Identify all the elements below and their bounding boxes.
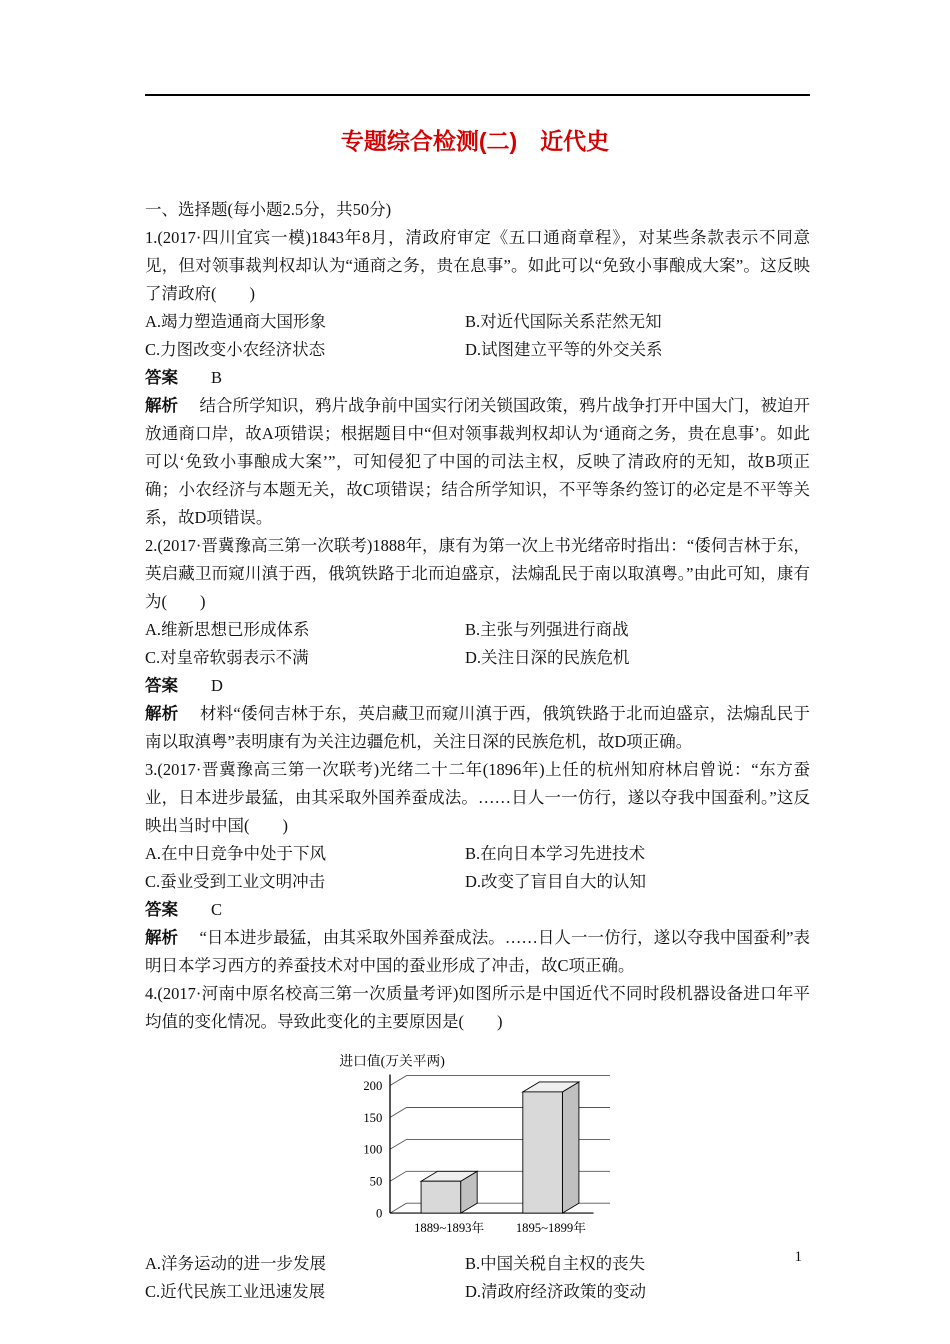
- svg-text:1889~1893年: 1889~1893年: [413, 1220, 484, 1235]
- analysis-text: 结合所学知识，鸦片战争前中国实行闭关锁国政策，鸦片战争打开中国大门，被迫开放通商口岸，故A项错误；根据题目中“但对领事裁判权却认为‘通商之务，贵在息事’。如此可以‘免致小事酿成大案’”，可知侵犯了中国的司法主权，反映了清政府的无知，故B项正确；小农经济与本题无关，故C项错误；结合所学知识，不平等条约签订的必定是不平等关系，故D项错误。: [145, 396, 811, 527]
- option-b: B.对近代国际关系茫然无知: [465, 312, 662, 331]
- option-c: C.力图改变小农经济状态: [145, 340, 326, 359]
- import-value-chart-figure: [324, 1048, 632, 1244]
- page-title: 专题综合检测(二) 近代史: [340, 128, 610, 154]
- option-d: D.试图建立平等的外交关系: [465, 340, 663, 359]
- answer-line: [145, 364, 810, 392]
- svg-text:1895~1899年: 1895~1899年: [515, 1220, 586, 1235]
- question-4: [145, 980, 810, 1306]
- option-a: A.竭力塑造通商大国形象: [145, 312, 327, 331]
- option-c: C.近代民族工业迅速发展: [145, 1282, 326, 1301]
- section-header: 一、选择题(每小题2.5分，共50分): [145, 200, 392, 219]
- answer-value: D: [211, 676, 223, 695]
- analysis-text: 材料“倭伺吉林于东，英启藏卫而窥川滇于西，俄筑铁路于北而迫盛京，法煽乱民于南以取滇粤”表明康有为关注边疆危机，关注日深的民族危机，故D项正确。: [145, 704, 811, 751]
- option-d: D.关注日深的民族危机: [465, 648, 630, 667]
- option-a: A.洋务运动的进一步发展: [145, 1254, 327, 1273]
- option-a: A.在中日竞争中处于下风: [145, 844, 327, 863]
- question-2: [145, 532, 810, 756]
- analysis-label: 解析: [145, 397, 179, 415]
- option-b: B.在向日本学习先进技术: [465, 844, 646, 863]
- option-c: C.蚕业受到工业文明冲击: [145, 872, 326, 891]
- option-d: D.清政府经济政策的变动: [465, 1282, 647, 1301]
- question-3: [145, 756, 810, 980]
- analysis-label: 解析: [145, 929, 179, 947]
- analysis-label: 解析: [145, 705, 179, 723]
- svg-text:0: 0: [375, 1206, 382, 1221]
- svg-text:50: 50: [369, 1174, 382, 1189]
- svg-text:100: 100: [362, 1142, 382, 1157]
- option-b: B.主张与列强进行商战: [465, 620, 629, 639]
- options-grid: [145, 616, 810, 672]
- bar-chart: [324, 1048, 632, 1244]
- svg-text:150: 150: [362, 1110, 382, 1125]
- answer-label: 答案: [145, 677, 178, 695]
- analysis-paragraph: [145, 924, 810, 980]
- svg-text:200: 200: [362, 1078, 382, 1093]
- answer-line: [145, 672, 810, 700]
- top-divider: [145, 94, 810, 96]
- options-grid: [145, 1250, 810, 1306]
- question-stem: 1.(2017·四川宜宾一模)1843年8月，清政府审定《五口通商章程》，对某些条款表示不同意见，但对领事裁判权却认为“通商之务，贵在息事”。如此可以“免致小事酿成大案”。这反映了清政府( ): [145, 228, 810, 303]
- answer-label: 答案: [145, 369, 178, 387]
- analysis-paragraph: [145, 392, 810, 532]
- option-c: C.对皇帝软弱表示不满: [145, 648, 309, 667]
- options-grid: [145, 840, 810, 896]
- question-1: [145, 224, 810, 532]
- option-b: B.中国关税自主权的丧失: [465, 1254, 646, 1273]
- analysis-paragraph: [145, 700, 810, 756]
- answer-label: 答案: [145, 901, 178, 919]
- options-grid: [145, 308, 810, 364]
- svg-text:进口值(万关平两): 进口值(万关平两): [338, 1053, 445, 1069]
- page-number: 1: [794, 1249, 802, 1265]
- question-stem: 2.(2017·晋冀豫高三第一次联考)1888年，康有为第一次上书光绪帝时指出：“倭伺吉林于东，英启藏卫而窥川滇于西，俄筑铁路于北而迫盛京，法煽乱民于南以取滇粤。”由此可知，康有为( ): [145, 536, 810, 611]
- option-d: D.改变了盲目自大的认知: [465, 872, 647, 891]
- question-stem: 3.(2017·晋冀豫高三第一次联考)光绪二十二年(1896年)上任的杭州知府林启曾说：“东方蚕业，日本进步最猛，由其采取外国养蚕成法。……日人一一仿行，遂以夺我中国蚕利。”这反映出当时中国( ): [145, 760, 810, 835]
- answer-line: [145, 896, 810, 924]
- question-stem: 4.(2017·河南中原名校高三第一次质量考评)如图所示是中国近代不同时段机器设备进口年平均值的变化情况。导致此变化的主要原因是( ): [145, 984, 810, 1031]
- answer-value: B: [211, 368, 223, 387]
- option-a: A.维新思想已形成体系: [145, 620, 310, 639]
- document-body: [145, 196, 810, 1306]
- analysis-text: “日本进步最猛，由其采取外国养蚕成法。……日人一一仿行，遂以夺我中国蚕利”表明日本学习西方的养蚕技术对中国的蚕业形成了冲击，故C项正确。: [145, 928, 810, 975]
- answer-value: C: [211, 900, 223, 919]
